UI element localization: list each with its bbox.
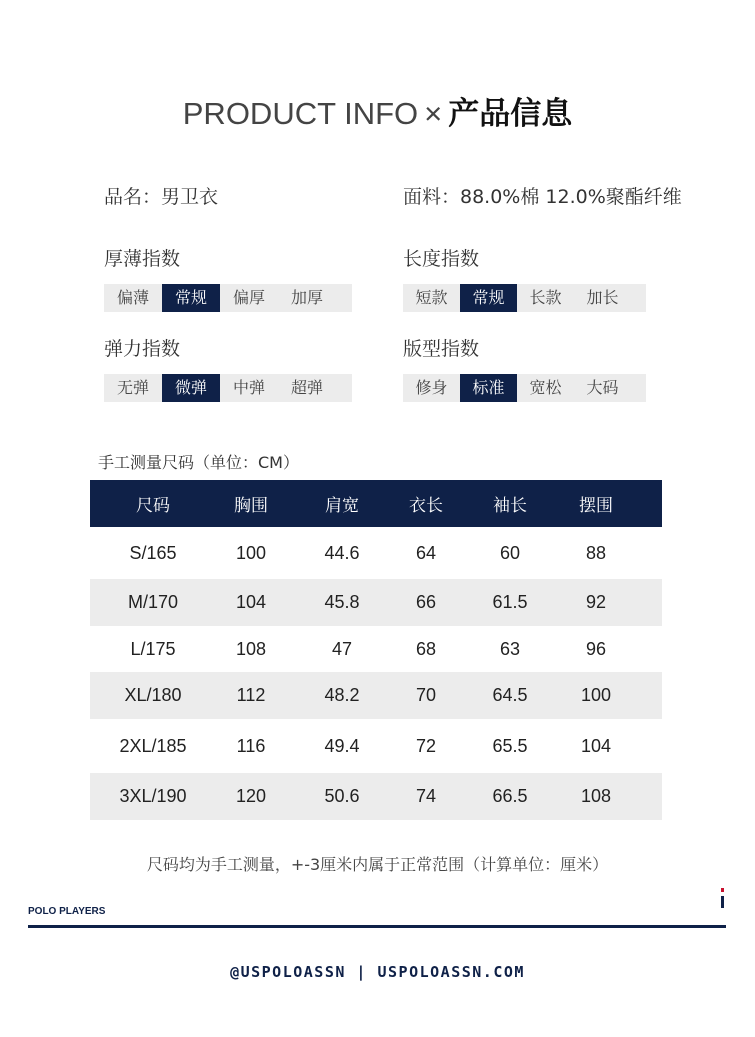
table-cell: 64 xyxy=(415,542,437,563)
table-cell: 44.6 xyxy=(324,542,360,563)
table-row xyxy=(90,773,662,820)
index-option: 超弹 xyxy=(290,378,323,397)
table-cell: 68 xyxy=(415,638,437,659)
product-fabric: 面料：88.0%棉 12.0%聚酯纤维 xyxy=(403,186,682,208)
index-option: 常规 xyxy=(162,284,220,312)
index-option: 短款 xyxy=(415,288,448,307)
table-cell: 60 xyxy=(499,542,521,563)
table-cell: 120 xyxy=(235,786,267,806)
table-cell: 116 xyxy=(236,735,266,756)
table-cell: 63 xyxy=(499,638,521,659)
table-cell: 65.5 xyxy=(492,735,528,756)
index-option: 偏厚 xyxy=(232,288,265,307)
thickness-index xyxy=(104,246,352,312)
index-option: 标准 xyxy=(460,374,517,402)
header-cell: 摆围 xyxy=(579,496,613,516)
brand-label: POLO PLAYERS xyxy=(28,906,106,917)
title-en: PRODUCT INFO xyxy=(182,96,419,131)
table-cell: 2XL/185 xyxy=(119,735,187,756)
index-options xyxy=(104,374,352,402)
header-cell: 胸围 xyxy=(234,496,268,516)
table-row xyxy=(90,527,662,579)
table-cell: 88 xyxy=(585,542,607,563)
index-option: 中弹 xyxy=(232,378,265,397)
fit-index xyxy=(403,336,646,402)
table-header-row xyxy=(90,480,662,527)
divider-line xyxy=(28,925,726,928)
title-cn: 产品信息 xyxy=(448,96,573,132)
index-option: 加厚 xyxy=(290,288,323,307)
index-option: 偏薄 xyxy=(116,288,149,307)
length-index xyxy=(403,246,646,312)
table-cell: 112 xyxy=(236,685,266,705)
table-cell: XL/180 xyxy=(124,685,182,705)
table-cell: 92 xyxy=(585,592,607,612)
table-cell: 61.5 xyxy=(492,592,528,612)
table-cell: 96 xyxy=(585,638,607,659)
measurement-note: 尺码均为手工测量，+-3厘米内属于正常范围（计算单位：厘米） xyxy=(146,855,609,874)
table-row xyxy=(90,626,662,672)
table-cell: 64.5 xyxy=(492,685,528,705)
table-cell: 108 xyxy=(580,786,612,806)
table-row xyxy=(90,719,662,773)
table-cell: 100 xyxy=(235,542,267,563)
footer-links: @USPOLOASSN | USPOLOASSN.COM xyxy=(230,963,525,981)
header-cell: 尺码 xyxy=(136,496,170,516)
index-label: 版型指数 xyxy=(403,338,480,360)
index-options xyxy=(104,284,352,312)
table-cell: 70 xyxy=(415,685,437,705)
index-option: 常规 xyxy=(460,284,517,312)
table-cell: 49.4 xyxy=(324,735,360,756)
index-option: 微弹 xyxy=(162,374,220,402)
index-option: 修身 xyxy=(415,378,448,397)
index-label: 长度指数 xyxy=(403,248,480,270)
table-cell: 74 xyxy=(415,786,437,806)
index-option: 长款 xyxy=(529,288,562,307)
table-cell: M/170 xyxy=(127,592,179,612)
table-cell: 45.8 xyxy=(324,592,360,612)
table-cell: 104 xyxy=(235,592,267,612)
size-table xyxy=(90,480,662,820)
table-cell: 47 xyxy=(331,638,353,659)
index-options xyxy=(403,284,646,312)
index-option: 加长 xyxy=(586,288,619,307)
size-table-title: 手工测量尺码（单位：CM） xyxy=(98,453,299,472)
table-row xyxy=(90,672,662,719)
product-name: 品名：男卫衣 xyxy=(104,186,219,208)
header-cell: 衣长 xyxy=(409,496,443,516)
table-cell: 104 xyxy=(580,735,612,756)
table-cell: 108 xyxy=(235,638,267,659)
flag-icon xyxy=(721,888,724,908)
table-cell: 50.6 xyxy=(324,786,360,806)
index-label: 厚薄指数 xyxy=(104,248,181,270)
table-row xyxy=(90,579,662,626)
table-cell: S/165 xyxy=(129,542,177,563)
table-cell: 3XL/190 xyxy=(119,786,187,806)
table-cell: 72 xyxy=(415,735,437,756)
index-options xyxy=(403,374,646,402)
index-option: 无弹 xyxy=(116,378,149,397)
table-cell: 48.2 xyxy=(324,685,360,705)
header-cell: 袖长 xyxy=(493,496,527,516)
elasticity-index xyxy=(104,336,352,402)
header-cell: 肩宽 xyxy=(325,496,359,516)
index-option: 大码 xyxy=(586,378,619,397)
table-cell: L/175 xyxy=(130,638,176,659)
index-label: 弹力指数 xyxy=(104,338,181,360)
title-separator: × xyxy=(424,96,443,131)
table-cell: 66.5 xyxy=(492,786,528,806)
table-cell: 100 xyxy=(580,685,612,705)
table-cell: 66 xyxy=(415,592,437,612)
index-option: 宽松 xyxy=(529,378,562,397)
page-title xyxy=(0,88,755,133)
